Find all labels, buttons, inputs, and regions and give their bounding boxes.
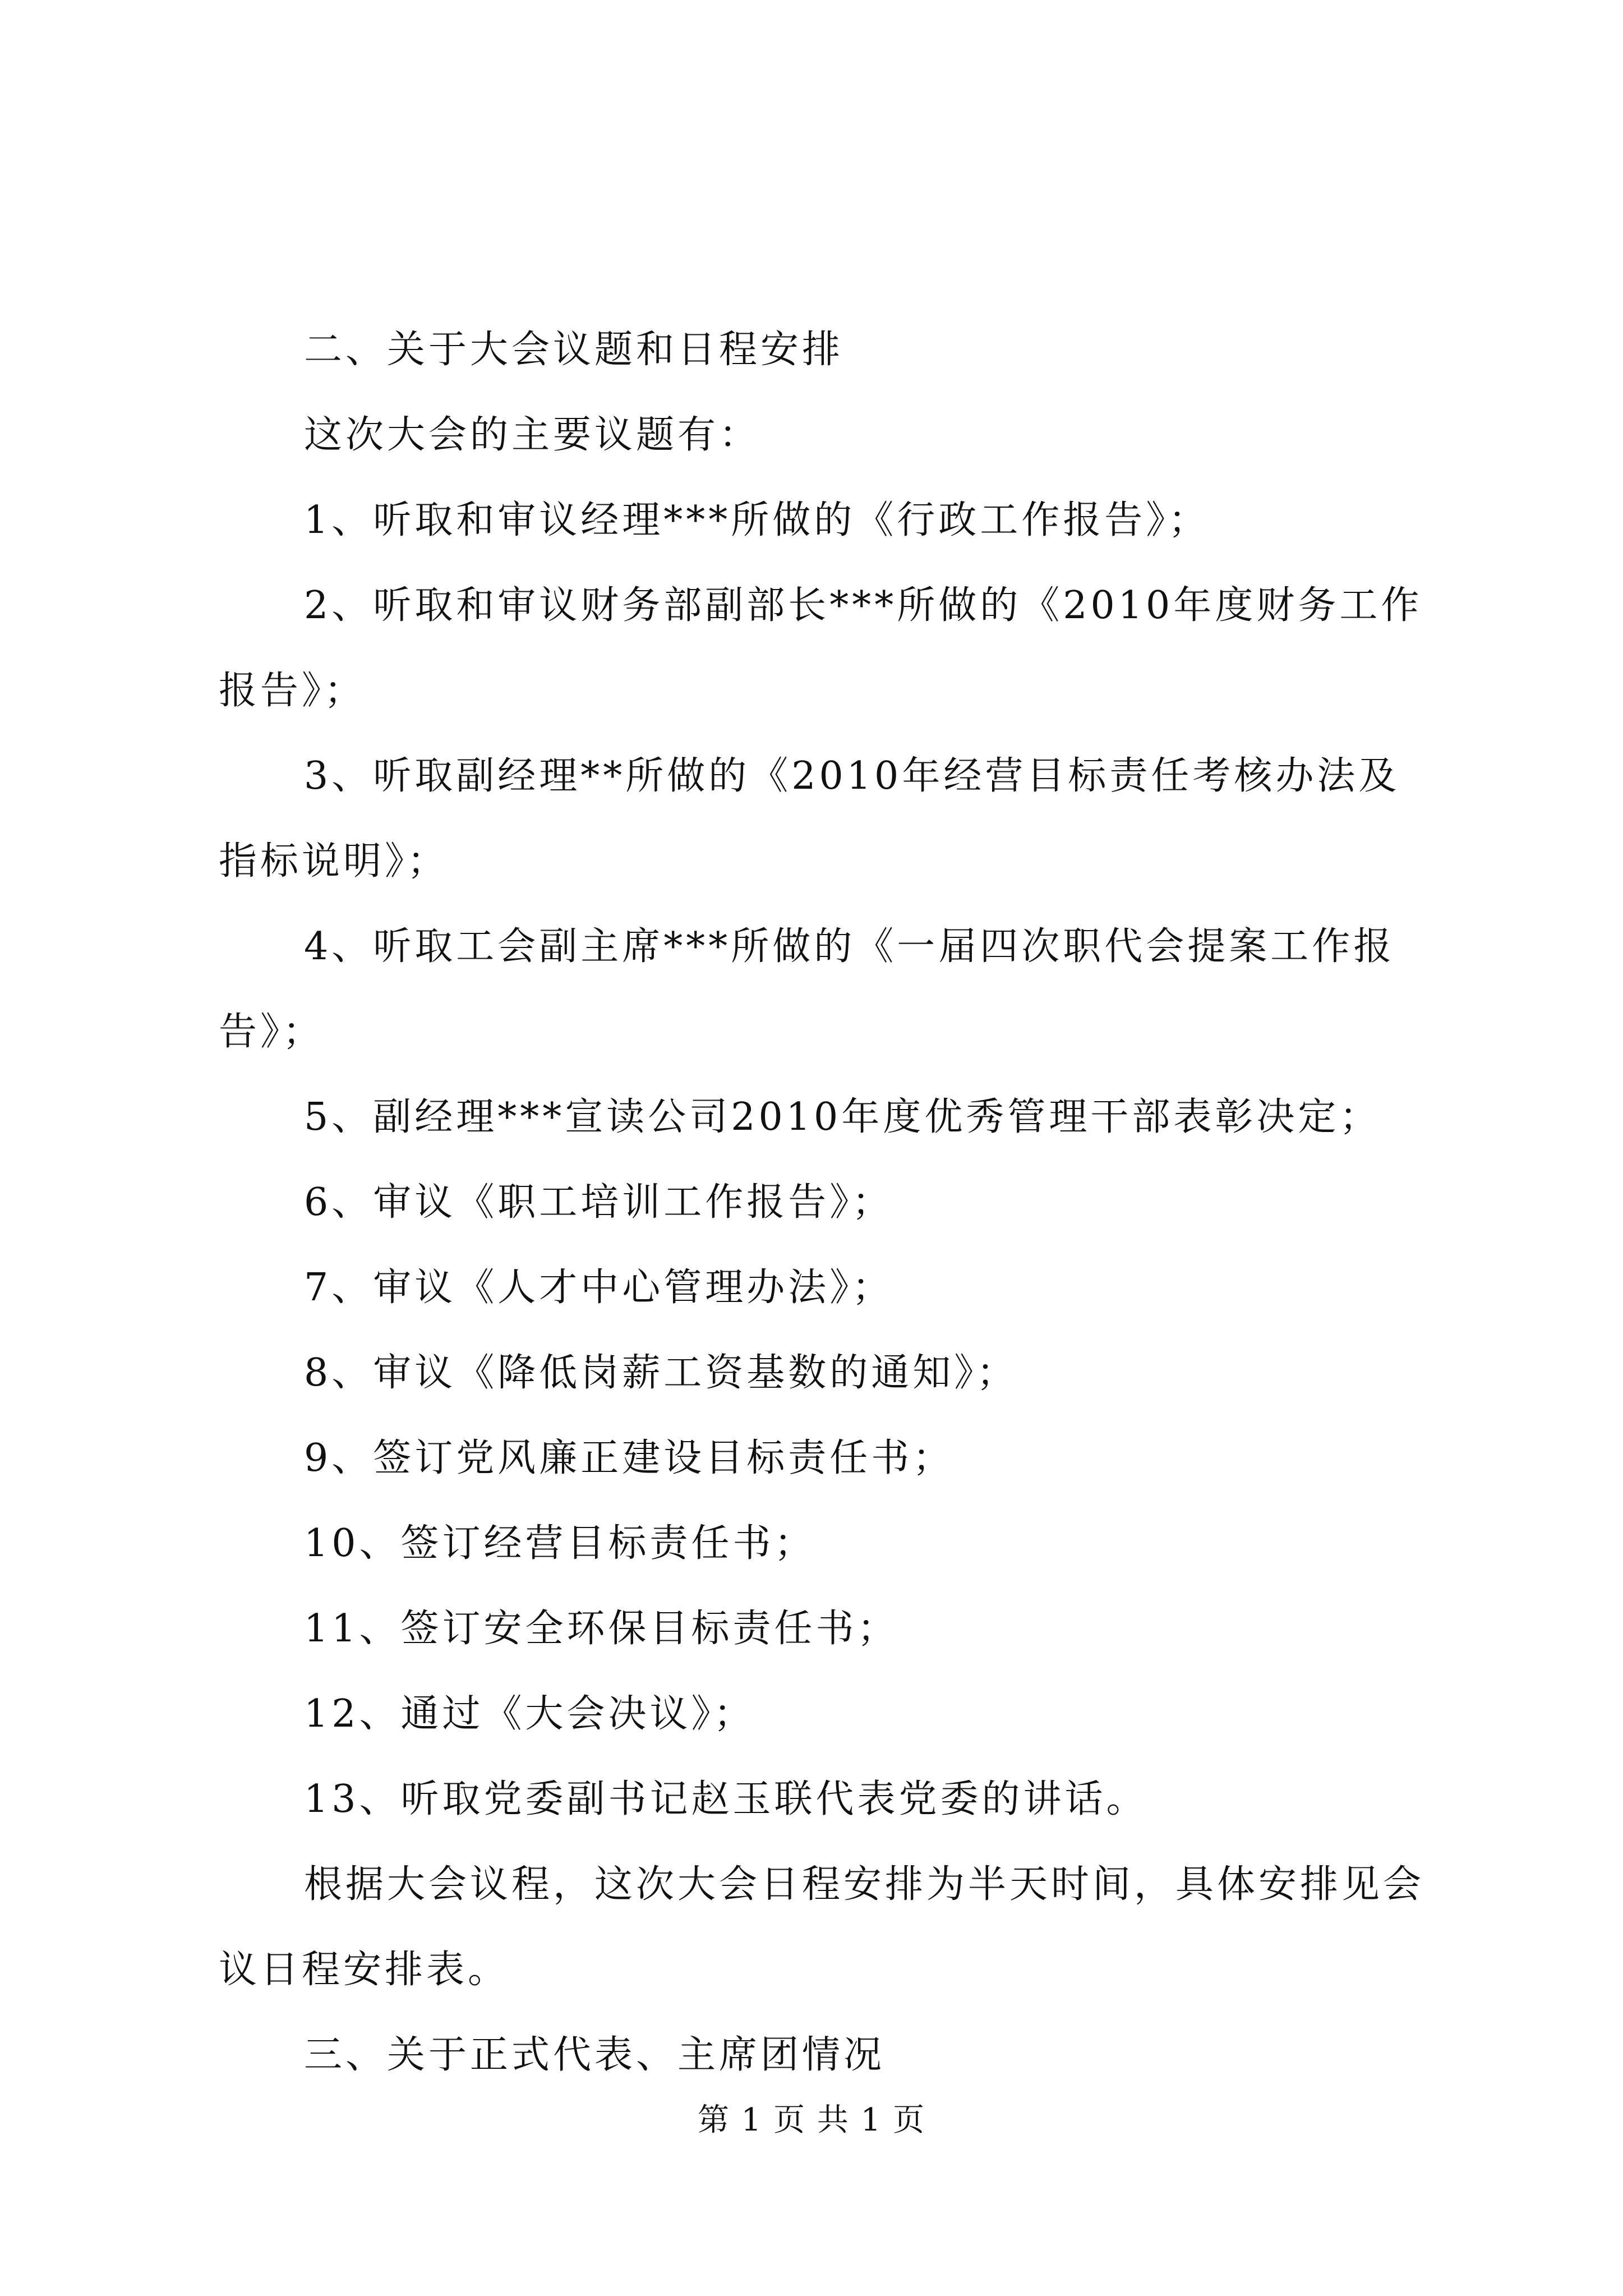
schedule-paragraph: 根据大会议程，这次大会日程安排为半天时间，具体安排见会议日程安排表。: [219, 1862, 1425, 1992]
agenda-item: 11、签订安全环保目标责任书；: [304, 1607, 899, 1651]
page-number-footer: 第 1 页 共 1 页: [697, 2102, 926, 2138]
agenda-item: 13、听取党委副书记赵玉联代表党委的讲话。: [304, 1777, 1148, 1821]
agenda-item: 5、副经理***宣读公司2010年度优秀管理干部表彰决定；: [304, 1095, 1381, 1139]
agenda-item: 8、审议《降低岗薪工资基数的通知》；: [304, 1351, 1018, 1395]
agenda-item: 9、签订党风廉正建设目标责任书；: [304, 1436, 955, 1480]
agenda-item: 3、听取副经理**所做的《2010年经营目标责任考核办法及指标说明》；: [219, 754, 1400, 884]
agenda-intro: 这次大会的主要议题有：: [304, 413, 761, 457]
agenda-item: 12、通过《大会决议》；: [304, 1692, 755, 1736]
section-heading: 二、关于大会议题和日程安排: [304, 328, 844, 372]
agenda-item: 4、听取工会副主席***所做的《一届四次职代会提案工作报告》；: [219, 924, 1395, 1054]
agenda-item: 6、审议《职工培训工作报告》；: [304, 1180, 894, 1225]
agenda-item: 1、听取和审议经理***所做的《行政工作报告》；: [304, 498, 1210, 542]
agenda-item: 2、听取和审议财务部副部长***所做的《2010年度财务工作报告》；: [219, 583, 1423, 713]
agenda-item: 7、审议《人才中心管理办法》；: [304, 1266, 894, 1310]
agenda-item: 10、签订经营目标责任书；: [304, 1521, 816, 1566]
document-body: [219, 307, 1424, 2098]
section-heading: 三、关于正式代表、主席团情况: [304, 2033, 886, 2077]
